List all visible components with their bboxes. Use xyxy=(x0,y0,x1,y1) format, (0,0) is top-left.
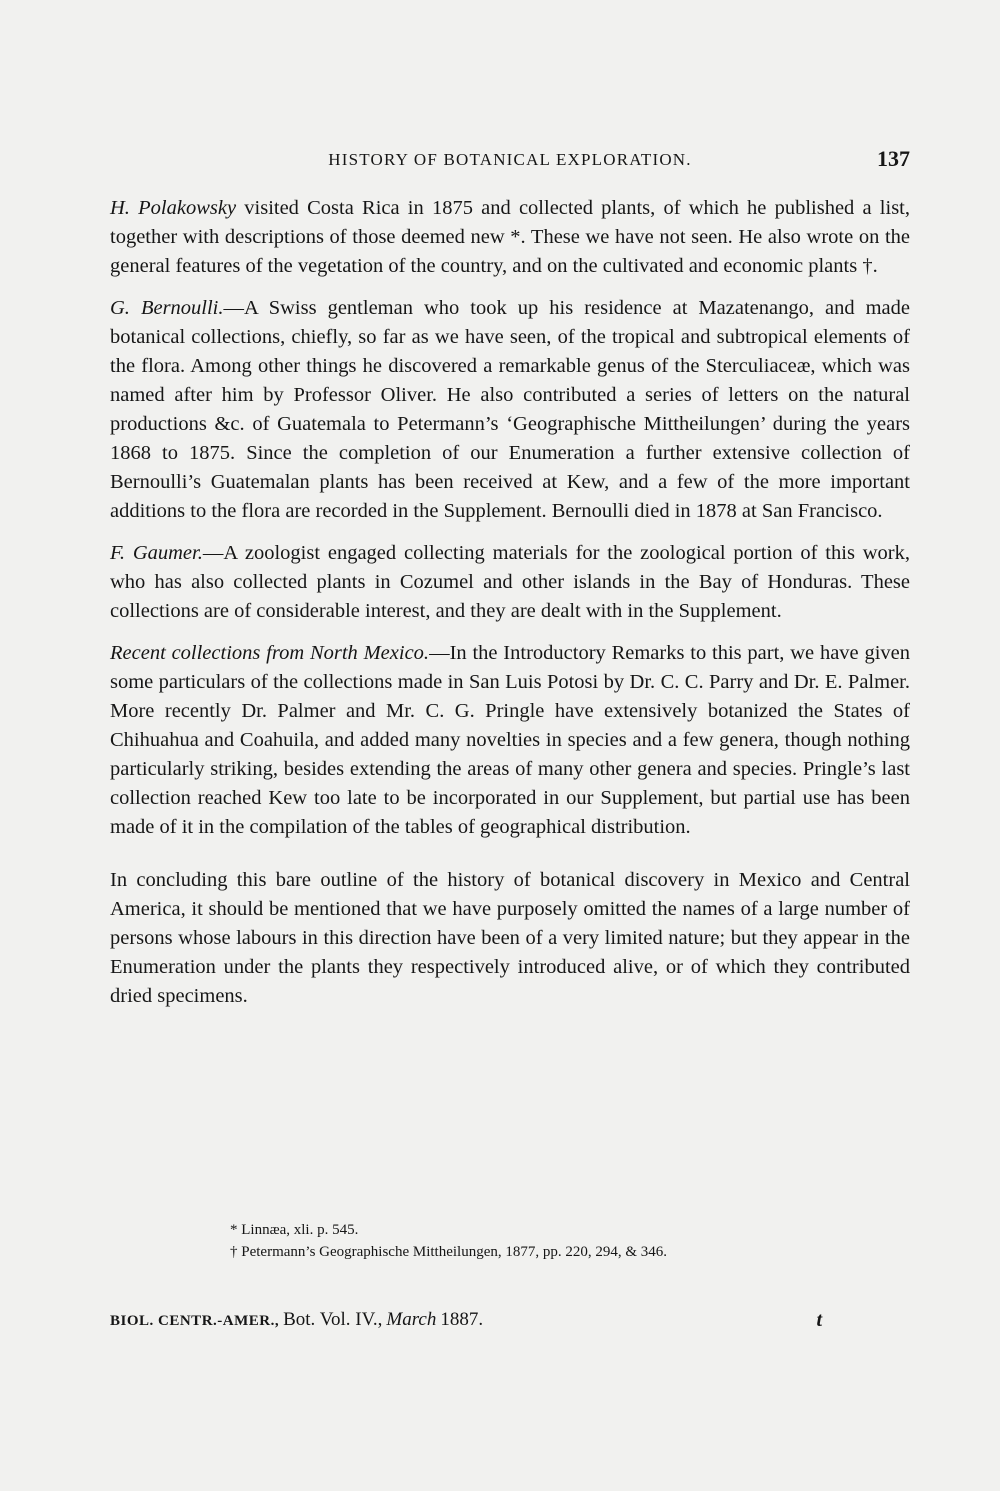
imprint-volume: Bot. Vol. IV., xyxy=(283,1309,383,1330)
paragraph-polakowsky xyxy=(110,194,910,281)
imprint-line xyxy=(110,1309,910,1339)
footnote: † Petermann’s Geographische Mittheilungen, 1877, pp. 220, 294, & 346. xyxy=(230,1244,668,1260)
paragraph-text: —A zoologist engaged collecting materials for the zoological portion of this work, who has also collected plants in Cozumel and other islands in the Bay of Honduras. These collections are of considerable interest, and they are dealt with in the Supplement. xyxy=(110,542,910,622)
paragraph-lead: F. Gaumer. xyxy=(110,542,203,564)
paragraph-lead: Recent collections from North Mexico. xyxy=(110,642,430,664)
paragraph-lead: G. Bernoulli. xyxy=(110,297,224,319)
paragraph-north-mexico xyxy=(110,639,910,842)
page-number: 137 xyxy=(877,146,910,171)
footnote: * Linnæa, xli. p. 545. xyxy=(230,1222,359,1238)
running-head: HISTORY OF BOTANICAL EXPLORATION. xyxy=(328,150,692,169)
imprint-series: BIOL. CENTR.-AMER., xyxy=(110,1313,280,1329)
paragraph-gaumer xyxy=(110,539,910,626)
imprint-month: March xyxy=(386,1309,437,1330)
paragraph-bernoulli xyxy=(110,294,910,526)
imprint-year: 1887. xyxy=(440,1309,484,1330)
page-header xyxy=(110,146,910,180)
body-text xyxy=(110,194,910,1024)
footnotes xyxy=(110,1219,910,1263)
paragraph-text: In concluding this bare outline of the history of botanical discovery in Mexico and Central America, it should be mentioned that we have purposely omitted the names of a large number of persons whose labours in this direction have been of a very limited nature; but they appear in the Enumeration under the plants they respectively introduced alive, or of which they contributed dried specimens. xyxy=(110,869,910,1007)
paragraph-lead: H. Polakowsky xyxy=(110,197,237,219)
paragraph-conclusion xyxy=(110,866,910,1011)
paragraph-text: —A Swiss gentleman who took up his residence at Mazatenango, and made botanical collections, chiefly, so far as we have seen, of the tropical and subtropical elements of the flora. Among other things he discovered a remarkable genus of the Sterculiaceæ, which was named after him by Professor Oliver. He also contributed a series of letters on the natural productions &c. of Guatemala to Petermann’s ‘Geographische Mittheilungen’ during the years 1868 to 1875. Since the completion of our Enumeration a further extensive collection of Bernoulli’s Guatemalan plants has been received at Kew, and a few of the more important additions to the flora are recorded in the Supplement. Bernoulli died in 1878 at San Francisco. xyxy=(110,297,910,522)
signature-mark: t xyxy=(816,1309,822,1331)
paragraph-text: visited Costa Rica in 1875 and collected plants, of which he published a list, together with descriptions of those deemed new *. These we have not seen. He also wrote on the general features of the vegetation of the country, and on the cultivated and economic plants †. xyxy=(110,197,910,277)
paragraph-text: —In the Introductory Remarks to this part, we have given some particulars of the collections made in San Luis Potosi by Dr. C. C. Parry and Dr. E. Palmer. More recently Dr. Palmer and Mr. C. G. Pringle have extensively botanized the States of Chihuahua and Coahuila, and added many novelties in species and a few genera, though nothing particularly striking, besides extending the areas of many other genera and species. Pringle’s last collection reached Kew too late to be incorporated in our Supplement, but partial use has been made of it in the compilation of the tables of geographical distribution. xyxy=(110,642,910,838)
